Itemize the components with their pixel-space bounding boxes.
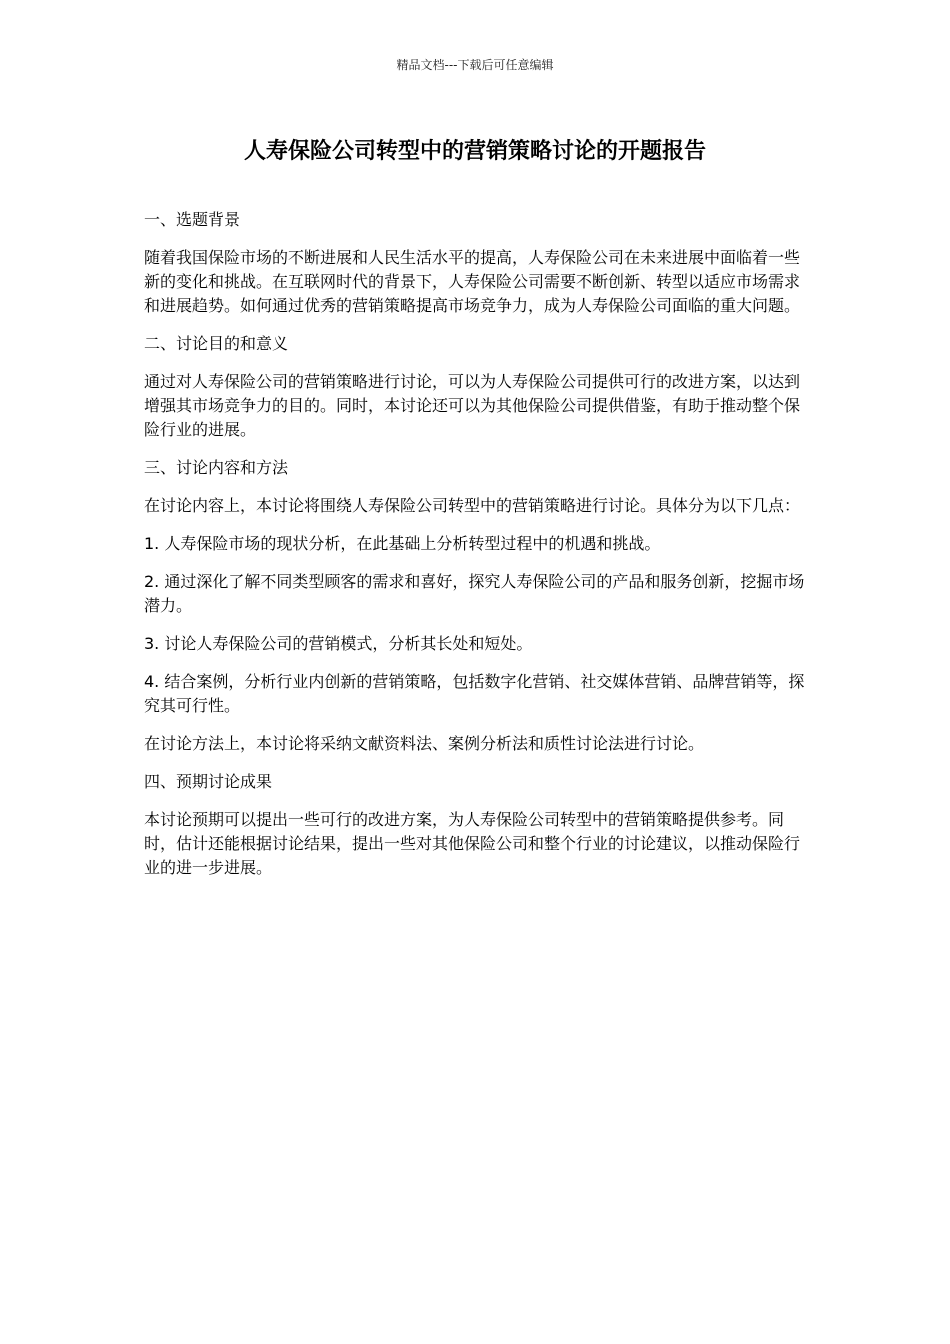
header-note: 精品文档---下载后可任意编辑 xyxy=(396,58,554,72)
list-item: 4. 结合案例，分析行业内创新的营销策略，包括数字化营销、社交媒体营销、品牌营销等，探究其可行性。 xyxy=(144,672,805,715)
paragraph-expected-results: 本讨论预期可以提出一些可行的改进方案，为人寿保险公司转型中的营销策略提供参考。同时，估计还能根据讨论结果，提出一些对其他保险公司和整个行业的讨论建议，以推动保险行业的进一步进展。 xyxy=(144,810,801,877)
section-heading-purpose: 二、讨论目的和意义 xyxy=(144,334,289,353)
document-title: 人寿保险公司转型中的营销策略讨论的开题报告 xyxy=(243,139,706,164)
section-heading-expected-results: 四、预期讨论成果 xyxy=(144,772,273,791)
paragraph-content-intro: 在讨论内容上，本讨论将围绕人寿保险公司转型中的营销策略进行讨论。具体分为以下几点： xyxy=(144,496,801,515)
paragraph-purpose: 通过对人寿保险公司的营销策略进行讨论，可以为人寿保险公司提供可行的改进方案，以达到增强其市场竞争力的目的。同时，本讨论还可以为其他保险公司提供借鉴，有助于推动整个保险行业的进展。 xyxy=(144,372,801,439)
list-item: 3. 讨论人寿保险公司的营销模式，分析其长处和短处。 xyxy=(144,634,533,653)
list-item: 1. 人寿保险市场的现状分析，在此基础上分析转型过程中的机遇和挑战。 xyxy=(144,534,661,553)
section-heading-content-method: 三、讨论内容和方法 xyxy=(144,458,289,477)
paragraph-method: 在讨论方法上，本讨论将采纳文献资料法、案例分析法和质性讨论法进行讨论。 xyxy=(144,734,705,753)
paragraph-background: 随着我国保险市场的不断进展和人民生活水平的提高，人寿保险公司在未来进展中面临着一些新的变化和挑战。在互联网时代的背景下，人寿保险公司需要不断创新、转型以适应市场需求和进展趋势。如何通过优秀的营销策略提高市场竞争力，成为人寿保险公司面临的重大问题。 xyxy=(144,248,801,315)
section-heading-background: 一、选题背景 xyxy=(144,210,241,229)
document-body xyxy=(144,208,806,894)
list-item: 2. 通过深化了解不同类型顾客的需求和喜好，探究人寿保险公司的产品和服务创新，挖掘市场潜力。 xyxy=(144,572,805,615)
